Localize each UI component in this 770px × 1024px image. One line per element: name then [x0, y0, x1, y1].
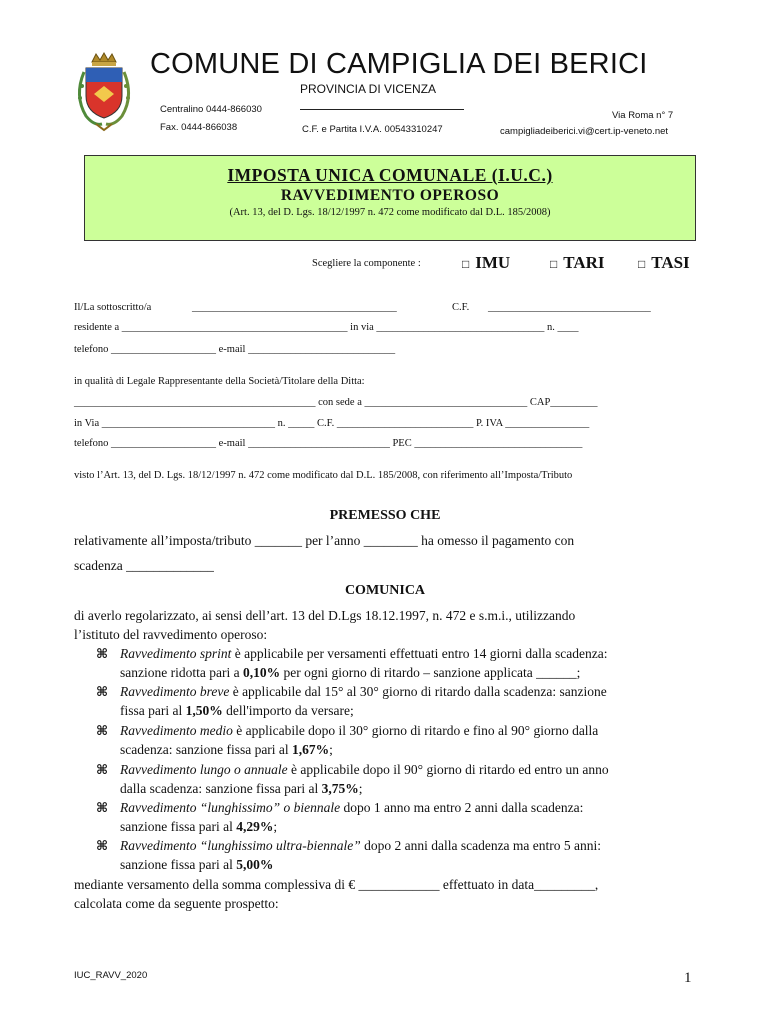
company-line[interactable]: ______________________________________________ con sede a _______________________________ CAP_________ — [74, 397, 598, 408]
list-item-detail: sanzione fissa pari al 4,29%; — [120, 819, 278, 834]
cf-field[interactable]: _______________________________ — [488, 302, 651, 313]
list-item: Ravvedimento lungo o annuale è applicabile dopo il 90° giorno di ritardo ed entro un anno — [120, 762, 609, 777]
banner-reference: (Art. 13, del D. Lgs. 18/12/1997 n. 472 come modificato dal D.L. 185/2008) — [229, 207, 551, 218]
bullet-icon: ⌘ — [96, 723, 109, 738]
bullet-icon: ⌘ — [96, 684, 109, 699]
bullet-icon: ⌘ — [96, 838, 109, 853]
list-item: Ravvedimento “lunghissimo” o biennale dopo 1 anno ma entro 2 anni dalla scadenza: — [120, 800, 584, 815]
municipal-crest-logo — [72, 52, 136, 138]
phone-email-line[interactable]: telefono ____________________ e-mail ____________________________ — [74, 344, 396, 355]
list-item-detail: fissa pari al 1,50% dell'importo da versare; — [120, 703, 354, 718]
tax-code: C.F. e Partita I.V.A. 00543310247 — [302, 124, 443, 135]
province-label: PROVINCIA DI VICENZA — [300, 82, 437, 96]
premesso-heading: PREMESSO CHE — [329, 508, 441, 523]
calculation-line: calcolata come da seguente prospetto: — [74, 896, 279, 911]
component-label: Scegliere la componente : — [312, 258, 421, 269]
bullet-icon: ⌘ — [96, 762, 109, 777]
list-item: Ravvedimento breve è applicabile dal 15° al 30° giorno di ritardo dalla scadenza: sanzione — [120, 684, 607, 699]
company-address-line[interactable]: in Via _________________________________ n. _____ C.F. __________________________ P. IVA ________________ — [74, 418, 590, 429]
option-imu[interactable]: □ IMU — [462, 253, 511, 272]
pec-email: campigliadeiberici.vi@cert.ip-veneto.net — [500, 126, 669, 137]
list-item-detail: sanzione ridotta pari a 0,10% per ogni giorno di ritardo – sanzione applicata ______; — [120, 665, 581, 680]
list-item-detail: scadenza: sanzione fissa pari al 1,67%; — [120, 742, 333, 757]
legal-reference: visto l’Art. 13, del D. Lgs. 18/12/1997 n. 472 come modificato dal D.L. 185/2008, con riferimento all’Imposta/Tributo — [74, 470, 573, 481]
checkbox-imu[interactable]: □ — [462, 257, 470, 271]
list-item-detail: sanzione fissa pari al 5,00% — [120, 857, 274, 872]
company-contact-line[interactable]: telefono ____________________ e-mail ___________________________ PEC ________________________________ — [74, 438, 583, 449]
legal-rep-label: in qualità di Legale Rappresentante della Società/Titolare della Ditta: — [74, 376, 365, 387]
comunica-intro-2: l’istituto del ravvedimento operoso: — [74, 627, 268, 642]
residence-line[interactable]: residente a ___________________________________________ in via ________________________________ n. ____ — [74, 322, 579, 333]
bullet-icon: ⌘ — [96, 646, 109, 661]
page-number: 1 — [684, 970, 692, 986]
phone-number: Centralino 0444-866030 — [160, 104, 262, 115]
banner-subtitle: RAVVEDIMENTO OPEROSO — [280, 187, 500, 204]
header-divider — [300, 109, 464, 110]
option-tasi[interactable]: □ TASI — [638, 253, 690, 272]
list-item: Ravvedimento sprint è applicabile per versamenti effettuati entro 14 giorni dalla scadenza: — [120, 646, 608, 661]
signer-label: Il/La sottoscritto/a — [74, 302, 152, 313]
cf-label: C.F. — [452, 302, 470, 313]
banner-title: IMPOSTA UNICA COMUNALE (I.U.C.) — [227, 165, 553, 185]
comunica-intro-1: di averlo regolarizzato, ai sensi dell’art. 13 del D.Lgs 18.12.1997, n. 472 e s.m.i., utilizzando — [74, 608, 576, 623]
document-code: IUC_RAVV_2020 — [74, 970, 148, 981]
address: Via Roma n° 7 — [612, 110, 674, 121]
bullet-icon: ⌘ — [96, 800, 109, 815]
option-tari[interactable]: □ TARI — [550, 253, 605, 272]
list-item: Ravvedimento medio è applicabile dopo il 30° giorno di ritardo e fino al 90° giorno dalla — [120, 723, 599, 738]
list-item: Ravvedimento “lunghissimo ultra-biennale” dopo 2 anni dalla scadenza ma entro 5 anni: — [120, 838, 602, 853]
checkbox-tasi[interactable]: □ — [638, 257, 646, 271]
list-item-detail: dalla scadenza: sanzione fissa pari al 3,75%; — [120, 781, 363, 796]
municipality-title: COMUNE DI CAMPIGLIA DEI BERICI — [150, 48, 648, 80]
comunica-heading: COMUNICA — [344, 583, 426, 598]
document-title-banner — [84, 155, 696, 241]
payment-line[interactable]: mediante versamento della somma complessiva di € ____________ effettuato in data_________, — [74, 877, 599, 892]
premesso-line-1[interactable]: relativamente all’imposta/tributo _______ per l’anno ________ ha omesso il pagamento con — [74, 533, 575, 548]
signer-name-field[interactable]: _______________________________________ — [192, 302, 397, 313]
checkbox-tari[interactable]: □ — [550, 257, 558, 271]
fax-number: Fax. 0444-866038 — [160, 122, 238, 133]
premesso-line-2[interactable]: scadenza _____________ — [74, 558, 214, 573]
